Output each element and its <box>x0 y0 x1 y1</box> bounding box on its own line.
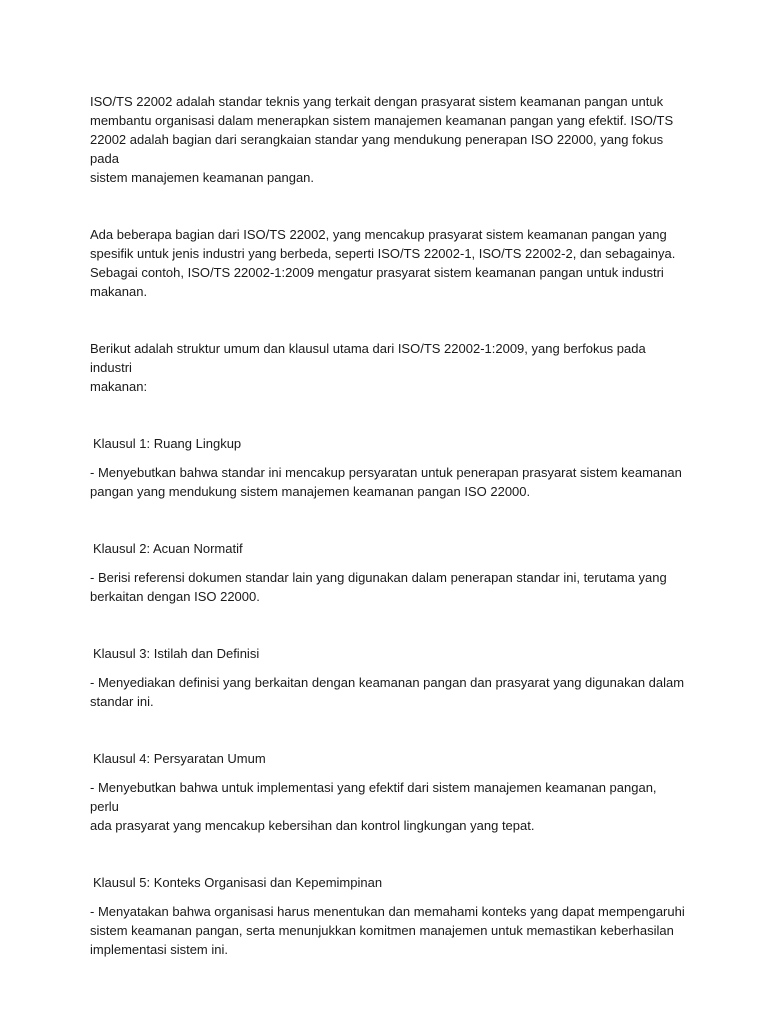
clause-3-title: Klausul 3: Istilah dan Definisi <box>93 646 260 661</box>
clause-3-description: - Menyediakan definisi yang berkaitan dengan keamanan pangan dan prasyarat yang digunakan dalam standar ini. <box>90 675 685 709</box>
clause-5-title: Klausul 5: Konteks Organisasi dan Kepemimpinan <box>93 875 383 890</box>
clause-2-description: - Berisi referensi dokumen standar lain yang digunakan dalam penerapan standar ini, terutama yang berkaitan dengan ISO 22000. <box>90 570 667 604</box>
intro-paragraph-3: Berikut adalah struktur umum dan klausul utama dari ISO/TS 22002-1:2009, yang berfokus pada industri makanan: <box>90 341 646 394</box>
clause-4-title: Klausul 4: Persyaratan Umum <box>93 751 266 766</box>
clause-2-title: Klausul 2: Acuan Normatif <box>93 541 243 556</box>
intro-paragraph-2: Ada beberapa bagian dari ISO/TS 22002, yang mencakup prasyarat sistem keamanan pangan yang spesifik untuk jenis industri yang berbeda, seperti ISO/TS 22002-1, ISO/TS 22002-2, dan sebagainya. Sebagai contoh, ISO/TS 22002-1:2009 mengatur prasyarat sistem keamanan pangan untuk industri makanan. <box>90 227 676 299</box>
clause-2 <box>90 539 688 606</box>
clause-4-description: - Menyebutkan bahwa untuk implementasi yang efektif dari sistem manajemen keamanan pangan, perlu ada prasyarat yang mencakup kebersihan dan kontrol lingkungan yang tepat. <box>90 780 657 833</box>
clause-1-title: Klausul 1: Ruang Lingkup <box>93 436 242 451</box>
clause-4 <box>90 749 688 835</box>
clause-3 <box>90 644 688 711</box>
intro-paragraph-1: ISO/TS 22002 adalah standar teknis yang terkait dengan prasyarat sistem keamanan pangan untuk membantu organisasi dalam menerapkan sistem manajemen keamanan pangan yang efektif. ISO/TS 22002 adalah bagian dari serangkaian standar yang mendukung penerapan ISO 22000, yang fokus pada sistem manajemen keamanan pangan. <box>90 94 674 185</box>
clause-1-description: - Menyebutkan bahwa standar ini mencakup persyaratan untuk penerapan prasyarat sistem keamanan pangan yang mendukung sistem manajemen keamanan pangan ISO 22000. <box>90 465 682 499</box>
clause-5 <box>90 873 688 959</box>
clause-1 <box>90 434 688 501</box>
clause-5-description: - Menyatakan bahwa organisasi harus menentukan dan memahami konteks yang dapat mempengaruhi sistem keamanan pangan, serta menunjukkan komitmen manajemen untuk memastikan keberhasilan implementasi sistem ini. <box>90 904 685 957</box>
